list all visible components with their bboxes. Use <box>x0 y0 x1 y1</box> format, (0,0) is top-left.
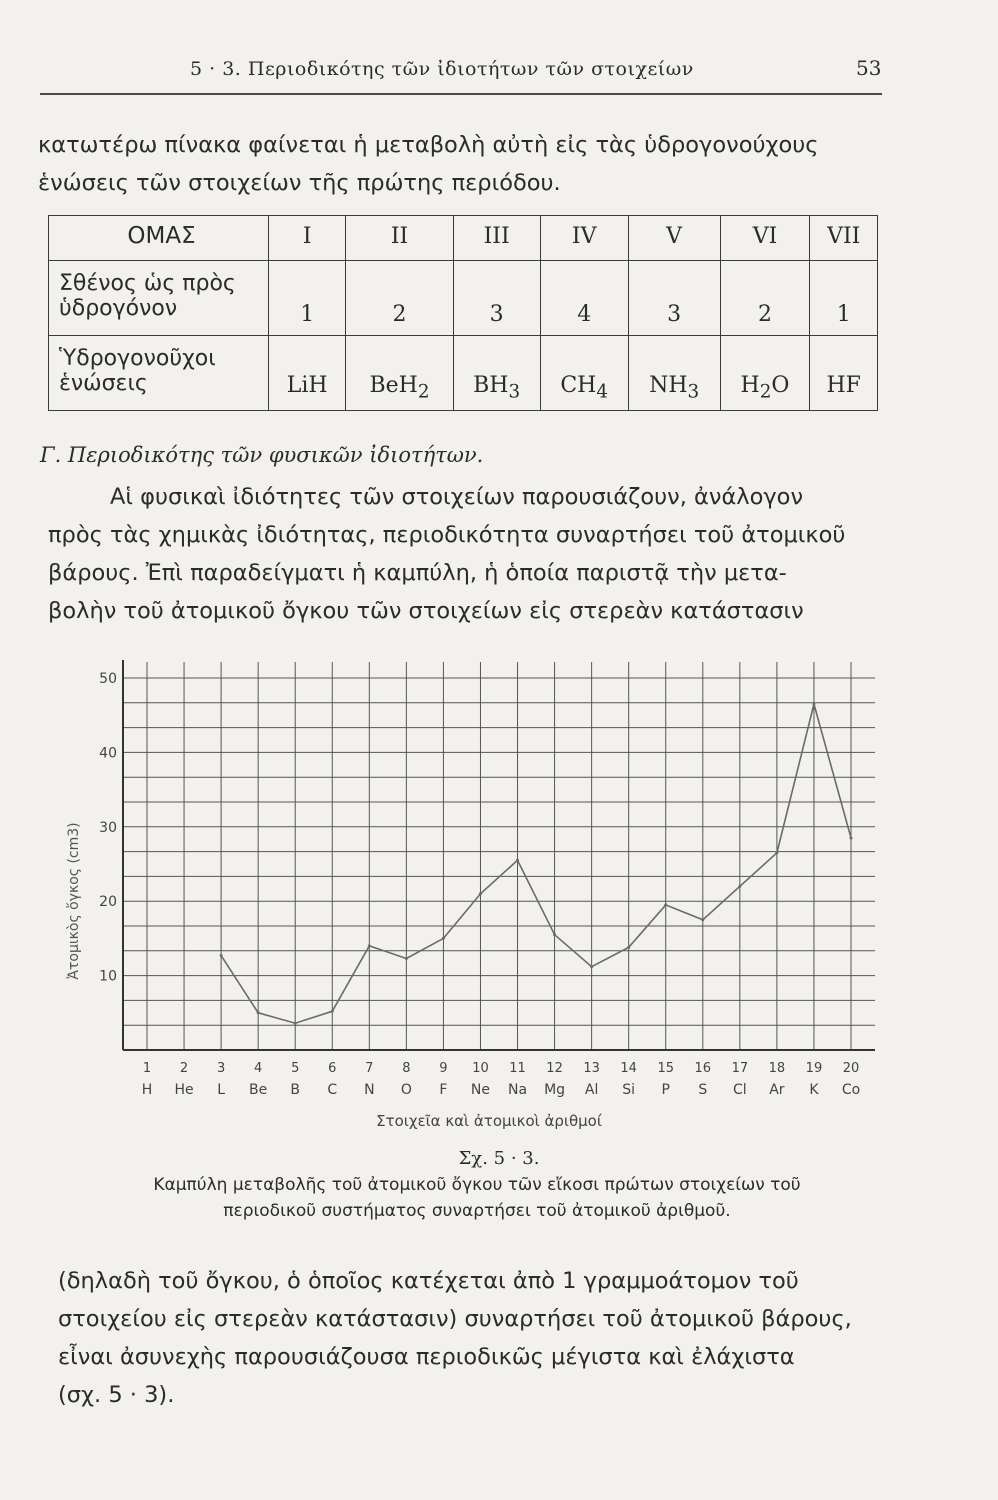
section-heading: Γ. Περιοδικότης τῶν φυσικῶν ἰδιοτήτων. <box>40 443 484 467</box>
y-axis-title: Ἀτομικὸς ὄγκος (cm3) <box>66 822 82 980</box>
group-cell: VI <box>720 216 810 261</box>
element-label: Si <box>622 1082 636 1098</box>
hydride-table <box>48 215 878 411</box>
data-point <box>331 1010 334 1013</box>
group-cell: III <box>453 216 540 261</box>
valence-cell: 1 <box>269 261 346 336</box>
compounds-label-line: Ὑδρογονοῦχοι <box>59 346 216 372</box>
data-point <box>701 918 704 921</box>
element-label: Ar <box>769 1082 785 1098</box>
data-point <box>479 892 482 895</box>
group-cell: V <box>628 216 720 261</box>
x-tick-label: 6 <box>328 1061 337 1076</box>
data-point <box>627 946 630 949</box>
data-point <box>850 836 853 839</box>
figure-caption <box>42 1172 912 1224</box>
element-label: P <box>661 1082 670 1098</box>
valence-cell: 2 <box>346 261 453 336</box>
element-label: O <box>400 1082 412 1098</box>
x-tick-label: 16 <box>694 1061 712 1076</box>
data-point <box>220 954 223 957</box>
body-paragraph <box>48 478 845 630</box>
y-tick-label: 20 <box>99 894 117 911</box>
element-label: H <box>141 1082 153 1098</box>
body-line: Αἱ φυσικαὶ ἰδιότητες τῶν στοιχείων παρουσιάζουν, ἀνάλογον <box>110 484 804 510</box>
caption-line: Καμπύλη μεταβολῆς τοῦ ἀτομικοῦ ὄγκου τῶν εἴκοσι πρώτων στοιχείων τοῦ <box>153 1175 801 1195</box>
closing-line: στοιχείου εἰς στερεὰν κατάστασιν) συναρτήσει τοῦ ἀτομικοῦ βάρους, <box>58 1306 852 1332</box>
element-label: Cl <box>733 1082 747 1098</box>
x-tick-label: 5 <box>291 1061 300 1076</box>
x-tick-label: 12 <box>546 1061 563 1076</box>
compound-cell: $BH_3$ <box>453 336 540 411</box>
data-point <box>405 957 408 960</box>
valence-label-line: Σθένος ὡς πρὸς <box>59 271 236 297</box>
closing-line: εἶναι ἀσυνεχὴς παρουσιάζουσα περιοδικῶς μέγιστα καὶ ἐλάχιστα <box>58 1344 795 1370</box>
x-axis-title: Στοιχεῖα καὶ ἀτομικοὶ ἀριθμοί <box>376 1112 602 1130</box>
compound-cell: $CH_4$ <box>540 336 628 411</box>
body-line: βολὴν τοῦ ἀτομικοῦ ὄγκου τῶν στοιχείων εἰς στερεὰν κατάστασιν <box>48 598 804 624</box>
x-tick-label: 7 <box>365 1061 374 1076</box>
data-point <box>516 859 519 862</box>
table-row-groups <box>49 216 878 261</box>
data-point <box>442 937 445 940</box>
y-tick-label: 40 <box>99 745 117 762</box>
header-rule <box>40 93 882 95</box>
x-tick-label: 18 <box>768 1061 786 1076</box>
element-label: Al <box>584 1082 599 1098</box>
element-label: Na <box>507 1082 528 1098</box>
x-tick-label: 11 <box>509 1061 526 1076</box>
group-cell: I <box>269 216 346 261</box>
valence-cell: 4 <box>540 261 628 336</box>
valence-cell: 2 <box>720 261 810 336</box>
group-cell: VII <box>810 216 878 261</box>
element-label: L <box>217 1082 226 1098</box>
element-label: Be <box>249 1082 268 1098</box>
chart-svg <box>66 650 900 1130</box>
body-line: πρὸς τὰς χημικὰς ἰδιότητας, περιοδικότητα συναρτήσει τοῦ ἀτομικοῦ <box>48 522 846 548</box>
x-tick-label: 10 <box>472 1061 489 1076</box>
compound-cell: $H_2O$ <box>720 336 810 411</box>
data-point <box>368 944 371 947</box>
intro-line: κατωτέρω πίνακα φαίνεται ἡ μεταβολὴ αὐτὴ εἰς τὰς ὑδρογονούχους <box>38 132 819 158</box>
y-tick-label: 10 <box>99 968 117 985</box>
group-cell: II <box>346 216 453 261</box>
y-tick-label: 30 <box>99 819 117 836</box>
x-tick-label: 13 <box>583 1061 600 1076</box>
x-tick-label: 9 <box>439 1061 448 1076</box>
element-label: K <box>809 1082 819 1098</box>
intro-paragraph <box>38 126 818 202</box>
compound-cell: $NH_3$ <box>628 336 720 411</box>
element-label: B <box>290 1082 301 1098</box>
data-point <box>664 903 667 906</box>
valence-cell: 3 <box>453 261 540 336</box>
element-label: S <box>698 1082 708 1098</box>
x-tick-label: 1 <box>142 1061 152 1076</box>
valence-cell: 1 <box>810 261 878 336</box>
valence-label-line: ὑδρογόνον <box>59 296 178 322</box>
compounds-label-cell <box>49 336 269 411</box>
x-tick-label: 2 <box>179 1061 189 1076</box>
x-tick-label: 19 <box>805 1061 823 1076</box>
atomic-volume-chart <box>66 650 900 1130</box>
element-label: Ne <box>470 1082 491 1098</box>
compound-cell: HF <box>810 336 878 411</box>
closing-line: (σχ. 5 · 3). <box>58 1382 175 1408</box>
caption-line: περιοδικοῦ συστήματος συναρτήσει τοῦ ἀτομικοῦ ἀριθμοῦ. <box>223 1201 731 1221</box>
x-tick-label: 14 <box>620 1061 637 1076</box>
compound-cell: BeH$_2$ <box>346 336 453 411</box>
data-point <box>775 851 778 854</box>
data-point <box>738 885 741 888</box>
element-label: Mg <box>544 1082 566 1098</box>
closing-line: (δηλαδὴ τοῦ ὄγκου, ὁ ὁποῖος κατέχεται ἀπὸ 1 γραμμοάτομον τοῦ <box>58 1268 799 1294</box>
running-header: 5 · 3. Περιοδικότης τῶν ἰδιοτήτων τῶν στοιχείων <box>190 58 694 80</box>
group-header-cell: ΟΜΑΣ <box>49 216 269 261</box>
element-label: Co <box>841 1082 861 1098</box>
y-tick-label: 50 <box>99 671 117 687</box>
x-tick-label: 20 <box>842 1061 860 1076</box>
table-row-valence <box>49 261 878 336</box>
x-tick-label: 4 <box>254 1061 263 1076</box>
page-number: 53 <box>856 56 882 80</box>
element-label: C <box>327 1082 338 1098</box>
element-label: He <box>174 1082 194 1098</box>
x-tick-label: 17 <box>731 1061 749 1076</box>
element-label: F <box>439 1082 448 1098</box>
x-tick-label: 3 <box>216 1061 226 1076</box>
valence-cell: 3 <box>628 261 720 336</box>
figure-label: Σχ. 5 · 3. <box>458 1148 540 1169</box>
x-tick-label: 8 <box>402 1061 411 1076</box>
group-cell: IV <box>540 216 628 261</box>
x-tick-label: 15 <box>657 1061 675 1076</box>
closing-paragraph <box>58 1262 852 1414</box>
data-point <box>294 1022 297 1025</box>
data-point <box>812 703 815 706</box>
element-label: N <box>364 1082 375 1098</box>
table-row-compounds <box>49 336 878 411</box>
data-point <box>257 1011 260 1014</box>
body-line: βάρους. Ἐπὶ παραδείγματι ἡ καμπύλη, ἡ ὁποία παριστᾷ τὴν μετα- <box>48 560 787 586</box>
data-point <box>590 965 593 968</box>
compounds-label-line: ἑνώσεις <box>59 371 148 397</box>
data-point <box>553 933 556 936</box>
compound-cell: LiH <box>269 336 346 411</box>
valence-label-cell <box>49 261 269 336</box>
intro-line: ἑνώσεις τῶν στοιχείων τῆς πρώτης περιόδου. <box>38 170 561 196</box>
